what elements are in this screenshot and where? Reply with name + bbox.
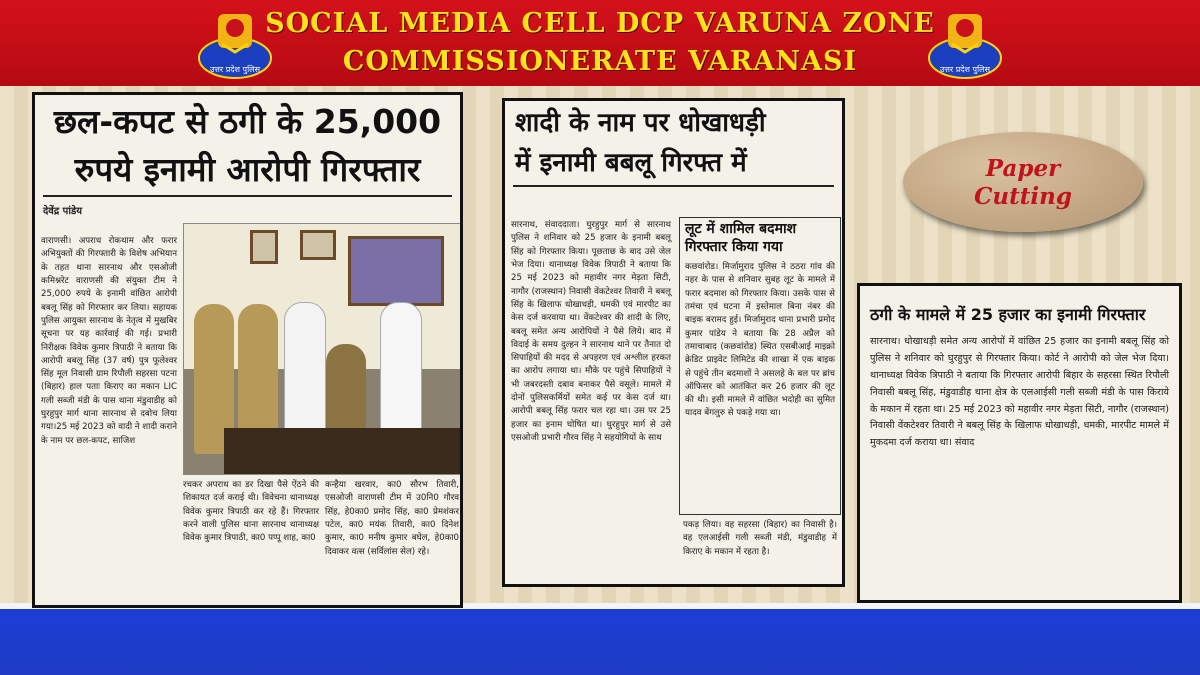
clipping-1-column-2: रचकर अपराध का डर दिखा पैसे ऐंठने की शिकायत दर्ज कराई थी। विवेचना थानाध्यक्ष विवेक कुमार त्रिपाठी कर रहे हैं। गिरफ्तार करने वाली पुलिस थाना सारनाथ थानाध्यक्ष विवेक कुमार त्रिपाठी, का0 पप्पू शाह, का0 [183,480,319,544]
wall-portrait [250,230,278,264]
headline-rule [513,185,834,187]
news-clipping-3 [857,283,1182,603]
clipping-2-column-1: सारनाथ, संवाददाता। घुरहुपुर मार्ग से सारनाथ पुलिस ने शनिवार को 25 हजार के इनामी बबलू सिंह को गिरफ्तार किया। पूछताछ के बाद उसे जेल भेज दिया। थानाध्यक्ष विवेक त्रिपाठी ने बताया कि 25 मई 2023 को महावीर नगर मेड़ता सिटी, नागौर (राजस्थान) निवासी वेंकटेश्वर तिवारी ने बबलू सिंह के खिलाफ धोखाधड़ी, धमकी एवं मारपीट का केस दर्ज करवाया था। वेंकटेश्वर की शादी के लिए, बबलू समेत अन्य आरोपियों ने पैसे लिये। बाद में विदाई के समय दुल्हन ने सारनाथ थाने पर तैनात दो सिपाहियों की मदद से अपहरण एवं अश्लील हरकत का आरोप लगाया था। मौके पर पहुंचे सिपाहियों ने भी जबरदस्ती दबाव बनाकर पैसे वसूले। मामले में दोनों पुलिसकर्मियों समेत कई पर केस दर्ज था। आरोपी बबलू सिंह फरार चल रहा था। उस पर 25 हजार का इनाम घोषित था। घुरहुपुर मार्ग से उसे एसओजी प्रभारी गौरव सिंह ने सहयोगियों के साथ [511,220,671,443]
clipping-2-headline-line1: शादी के नाम पर धोखाधड़ी [515,108,766,138]
banner-title-line1: SOCIAL MEDIA CELL DCP VARUNA ZONE [265,8,935,39]
office-desk [224,428,460,474]
paper-cutting-stamp [903,132,1143,232]
clipping-3-body: सारनाथ। धोखाधड़ी समेत अन्य आरोपों में वांछित 25 हजार का इनामी बबलू सिंह को पुलिस ने शनिवार को घुरहुपुर से गिरफ्तार किया। कोर्ट ने आरोपी को जेल भेज दिया। थानाध्यक्ष विवेक त्रिपाठी ने बताया कि गिरफ्तार आरोपी बिहार के सहरसा स्थित रिपौली निवासी बबलू सिंह, मंडुवाडीह थाना क्षेत्र के एलआईसी गली सब्जी मंडी के पास किराये के मकान में रहता था। 25 मई 2023 को महावीर नगर मेड़ता सिटी, नागौर (राजस्थान) निवासी वेंकटेश्वर तिवारी ने बबलू सिंह के खिलाफ धोखाधड़ी, धमकी, मारपीट मामले में मुकदमा दर्ज कराया था। संवाद [870,336,1169,449]
news-clipping-2 [502,98,845,587]
svg-text:उत्तर प्रदेश पुलिस: उत्तर प्रदेश पुलिस [940,65,990,74]
sidebar-story-body: कछवांरोड। मिर्जामुराद पुलिस ने ठठरा गांव की नहर के पास से शनिवार सुबह लूट के मामले में फरार बदमाश को गिरफ्तार किया। उसके पास से तमंचा एवं घटना में इस्तेमाल बिना नंबर की बाइक बरामद हुई। मिर्जामुराद थाना प्रभारी प्रमोद कुमार पांडेय ने बताया कि 28 अप्रैल को तमाचाबाद (कछवांरोड) स्थित एसबीआई माइक्रो क्रेडिट प्राइवेट लिमिटेड की शाखा में एक बाइक से पहुंचे तीन बदमाशों ने असलहे के बल पर ब्रांच ऑफिसर को आतंकित कर 26 हजार की लूट की थी। इसी मामले में वांछित भदोही का सुमित यादव बेंगलुरु से पकड़े गया था। [685,262,835,419]
footer-band [0,603,1200,675]
stamp-text-line1: Paper [985,155,1061,182]
clipping-1-column-3: कन्हैया खरवार, का0 सौरभ तिवारी, एसओजी वाराणसी टीम में उ0नि0 गौरव सिंह, हे0का0 प्रमोद सिंह, का0 प्रेमशंकर पटेल, का0 मयंक तिवारी, का0 दिनेश कुमार, का0 मनीष कुमार बघेल, हे0का0 दिवाकर वत्स (सर्विलांस सेल) रहे। [325,480,459,557]
news-clipping-1 [32,92,463,608]
svg-text:उत्तर प्रदेश पुलिस: उत्तर प्रदेश पुलिस [210,65,260,74]
clipping-2-column-2-continuation: पकड़ लिया। वह सहरसा (बिहार) का निवासी है। वह एलआईसी गली सब्जी मंडी, मंडुवाडीह में किराए के मकान में रहता है। [683,520,837,557]
sidebar-story-heading-line2: गिरफ्तार किया गया [685,239,783,255]
wall-painting [348,236,444,306]
clipping-3-headline: ठगी के मामले में 25 हजार का इनामी गिरफ्तार [870,305,1146,324]
up-police-emblem-right [926,6,1004,82]
stamp-text-line2: Cutting [974,183,1072,210]
sidebar-story-heading-line1: लूट में शामिल बदमाश [685,221,797,237]
banner-title-line2: COMMISSIONERATE VARANASI [342,46,858,77]
header-banner [0,0,1200,86]
clipping-1-byline: देवेंद्र पांडेय [43,205,83,217]
wall-picture [300,230,336,260]
headline-rule [43,195,452,197]
arrest-photo [183,223,461,475]
clipping-2-headline-line2: में इनामी बबलू गिरफ्त में [515,147,747,178]
clipping-1-headline-line2: रुपये इनामी आरोपी गिरफ्तार [74,149,421,189]
clipping-1-column-1: वाराणसी। अपराध रोकथाम और फरार अभियुक्तों की गिरफ्तारी के विशेष अभियान के तहत थाना सारनाथ और एसओजी कमिश्नरेट वाराणसी की संयुक्त टीम ने 25,000 रुपये के इनामी वांछित आरोपी बबलू सिंह को गिरफ्तार कर लिया। सहायक पुलिस आयुक्त सारनाथ के नेतृत्व में मुखबिर सूचना पर यह कार्रवाई की गई। प्रभारी निरीक्षक विवेक कुमार त्रिपाठी ने बताया कि आरोपी बबलू सिंह (37 वर्ष) पुत्र फूलेश्वर सिंह मूल निवासी ग्राम रिपौली सहरसा पटना (बिहार) हाल पताः किराए का मकान LIC गली सब्जी मंडी के पास थाना मंडुवाडीह को घुरहुपुर मार्ग थाना सारनाथ से दबोच लिया गया।25 मई 2023 को वादी ने शादी कराने के नाम पर छल-कपट, साजिश [41,236,177,446]
clipping-1-headline-line1: छल-कपट से ठगी के 25,000 [53,102,442,141]
